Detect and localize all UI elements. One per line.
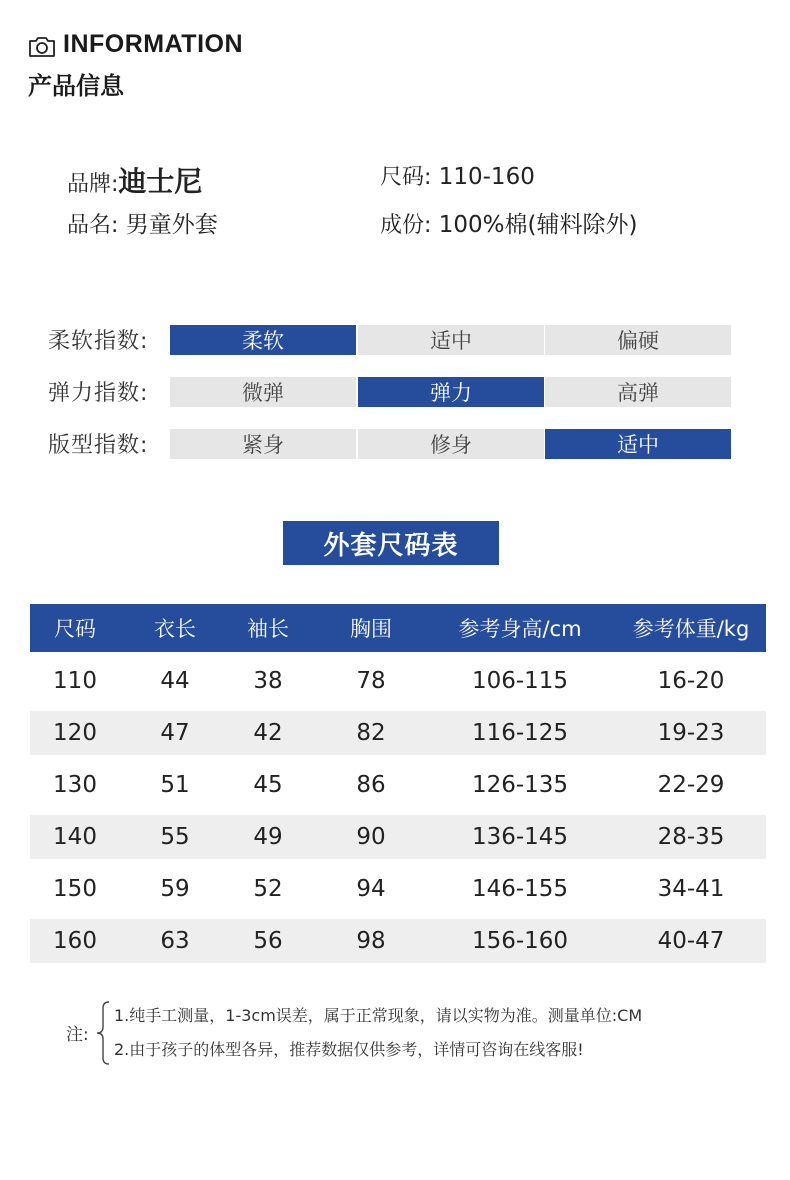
table-cell: 156-160 [471, 928, 569, 954]
table-header-cell: 尺码 [54, 617, 96, 641]
name-row [67, 206, 218, 239]
table-header-cell: 袖长 [247, 617, 289, 641]
table-cell: 22-29 [657, 772, 725, 798]
table-cell: 116-125 [471, 720, 569, 746]
index-option: 修身 [358, 429, 544, 459]
brand-value: 迪士尼 [118, 165, 203, 198]
index-option-selected: 弹力 [358, 377, 544, 407]
table-row [30, 919, 766, 963]
table-cell: 52 [253, 876, 283, 902]
table-cell: 44 [160, 668, 190, 694]
note-2: 2.由于孩子的体型各异，推荐数据仅供参考，详情可咨询在线客服! [114, 1040, 584, 1059]
table-cell: 94 [356, 876, 386, 902]
table-cell: 86 [356, 772, 386, 798]
table-cell: 16-20 [657, 668, 725, 694]
index-option: 偏硬 [545, 325, 731, 355]
index-option: 高弹 [545, 377, 731, 407]
brand-row [67, 160, 202, 200]
table-cell: 120 [53, 720, 97, 746]
table-cell: 47 [160, 720, 190, 746]
table-header-cell: 参考体重/kg [632, 617, 750, 641]
material-row [380, 206, 637, 239]
table-cell: 150 [53, 876, 97, 902]
table-cell: 140 [53, 824, 97, 850]
table-cell: 136-145 [471, 824, 569, 850]
table-cell: 51 [160, 772, 190, 798]
brace-icon [95, 1000, 111, 1066]
name-label: 品名: [67, 213, 119, 238]
table-header-cell: 胸围 [350, 617, 392, 641]
table-header-cell: 衣长 [154, 617, 196, 641]
header-title-en: INFORMATION [63, 30, 244, 58]
size-value: 110-160 [438, 164, 535, 190]
index-label: 版型指数: [48, 433, 149, 458]
table-cell: 28-35 [657, 824, 725, 850]
index-label: 弹力指数: [48, 381, 149, 406]
table-row [30, 815, 766, 859]
table-row [30, 763, 766, 807]
table-cell: 42 [253, 720, 283, 746]
size-table-header [30, 604, 766, 652]
index-option: 微弹 [170, 377, 356, 407]
material-value: 100%棉(辅料除外) [438, 212, 638, 238]
index-option-selected: 柔软 [170, 325, 356, 355]
header-title-cn: 产品信息 [28, 72, 124, 100]
size-table-title: 外套尺码表 [283, 521, 499, 565]
table-cell: 82 [356, 720, 386, 746]
table-row [30, 867, 766, 911]
table-row [30, 711, 766, 755]
table-cell: 38 [253, 668, 283, 694]
table-cell: 45 [253, 772, 283, 798]
table-cell: 34-41 [657, 876, 725, 902]
table-cell: 160 [53, 928, 97, 954]
index-option: 紧身 [170, 429, 356, 459]
table-cell: 110 [53, 668, 97, 694]
table-header-cell: 参考身高/cm [458, 617, 582, 641]
table-cell: 40-47 [657, 928, 725, 954]
index-label: 柔软指数: [48, 329, 149, 354]
table-cell: 106-115 [471, 668, 569, 694]
note-1: 1.纯手工测量，1-3cm误差，属于正常现象，请以实物为准。测量单位:CM [114, 1006, 643, 1025]
size-row [380, 160, 535, 191]
table-cell: 49 [253, 824, 283, 850]
table-cell: 90 [356, 824, 386, 850]
brand-label: 品牌: [67, 172, 119, 197]
table-cell: 98 [356, 928, 386, 954]
table-cell: 78 [356, 668, 386, 694]
camera-icon [28, 36, 56, 58]
table-cell: 146-155 [471, 876, 569, 902]
table-cell: 19-23 [657, 720, 725, 746]
material-label: 成份: [380, 213, 432, 238]
table-cell: 59 [160, 876, 190, 902]
size-label: 尺码: [380, 165, 432, 190]
table-cell: 56 [253, 928, 283, 954]
table-row [30, 659, 766, 703]
table-cell: 55 [160, 824, 190, 850]
table-cell: 130 [53, 772, 97, 798]
table-cell: 63 [160, 928, 190, 954]
name-value: 男童外套 [125, 212, 218, 238]
index-option-selected: 适中 [545, 429, 731, 459]
index-option: 适中 [358, 325, 544, 355]
table-cell: 126-135 [471, 772, 569, 798]
notes-label: 注: [66, 1025, 89, 1045]
